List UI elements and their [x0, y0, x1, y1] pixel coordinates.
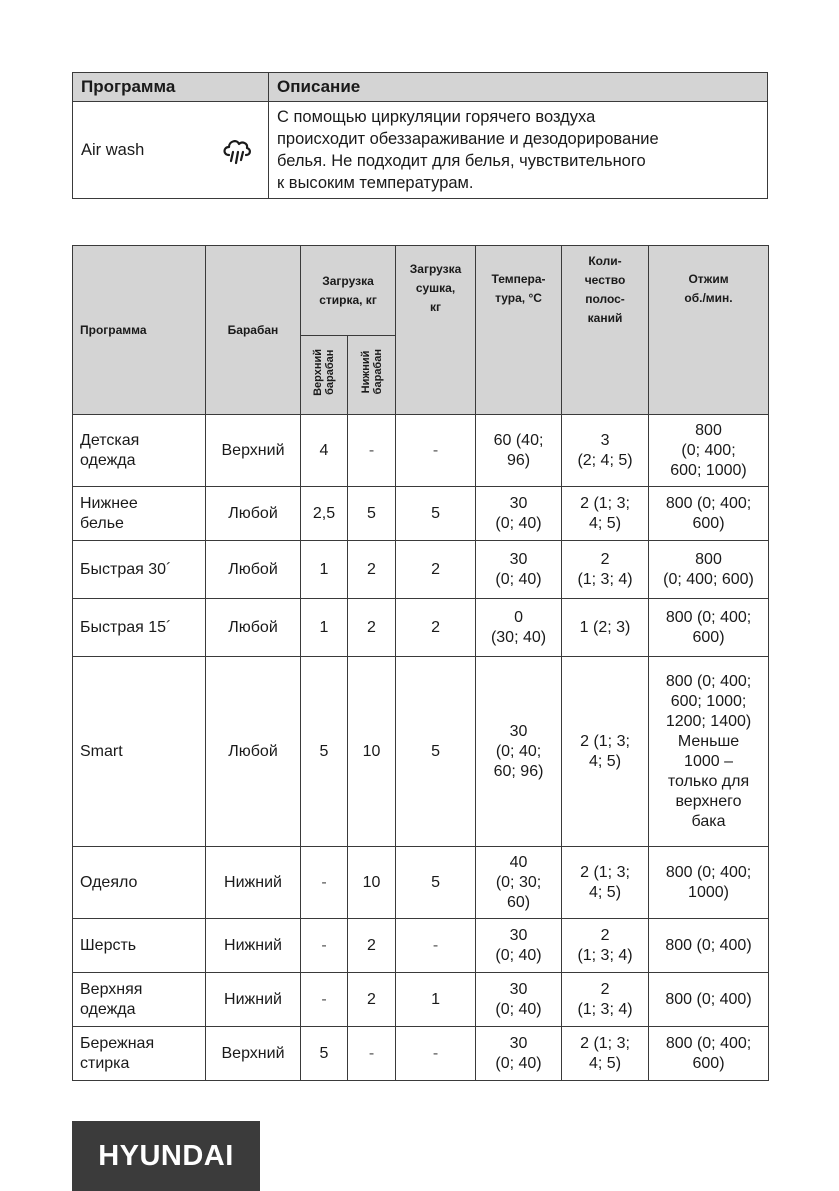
th-program: Программа [73, 246, 206, 415]
cell-program: Бережная стирка [73, 1027, 206, 1081]
cell-spin: 800 (0; 400; 600) [649, 599, 769, 657]
table-row [73, 973, 769, 1027]
cell-upper-load: - [301, 847, 348, 919]
cell-drum: Верхний [206, 415, 301, 487]
table-row [73, 919, 769, 973]
cell-rinses: 2 (1; 3; 4) [562, 973, 649, 1027]
cell-dry-load: - [396, 415, 476, 487]
cell-lower-load: 2 [348, 541, 396, 599]
cell-dry-load: 1 [396, 973, 476, 1027]
cell-upper-load: 1 [301, 541, 348, 599]
cell-temperature: 30 (0; 40) [476, 919, 562, 973]
th-dry-load: Загрузка сушка, кг [396, 246, 476, 415]
cell-rinses: 2 (1; 3; 4) [562, 541, 649, 599]
description-line: белья. Не подходит для белья, чувствительного [277, 152, 646, 170]
th-wash-upper: Верхний барабан [301, 336, 348, 415]
programs-table [72, 245, 769, 1081]
cell-dry-load: 5 [396, 847, 476, 919]
description-cell [269, 102, 768, 199]
cell-dry-load: - [396, 1027, 476, 1081]
air-wash-table [72, 72, 768, 199]
cell-program: Одеяло [73, 847, 206, 919]
cell-drum: Нижний [206, 919, 301, 973]
air-wash-cloud-icon [220, 133, 254, 167]
logo-text: HYUNDAI [98, 1139, 234, 1172]
cell-temperature: 0 (30; 40) [476, 599, 562, 657]
cell-dry-load: 2 [396, 599, 476, 657]
cell-upper-load: 1 [301, 599, 348, 657]
program-cell [73, 102, 269, 199]
cell-drum: Любой [206, 487, 301, 541]
cell-temperature: 30 (0; 40; 60; 96) [476, 657, 562, 847]
cell-drum: Нижний [206, 973, 301, 1027]
cell-lower-load: 2 [348, 919, 396, 973]
description-line: происходит обеззараживание и дезодорирование [277, 130, 659, 148]
cell-rinses: 2 (1; 3; 4; 5) [562, 1027, 649, 1081]
hyundai-logo [72, 1121, 260, 1191]
cell-program: Быстрая 15´ [73, 599, 206, 657]
cell-lower-load: 10 [348, 847, 396, 919]
table-row [73, 847, 769, 919]
header-program: Программа [73, 73, 269, 102]
cell-lower-load: 5 [348, 487, 396, 541]
cell-program: Быстрая 30´ [73, 541, 206, 599]
cell-rinses: 3 (2; 4; 5) [562, 415, 649, 487]
table-row [73, 415, 769, 487]
program-name: Air wash [81, 140, 145, 159]
description-line: С помощью циркуляции горячего воздуха [277, 108, 596, 126]
th-rinses: Коли- чество полос- каний [562, 246, 649, 415]
table-row [73, 541, 769, 599]
cell-lower-load: 2 [348, 599, 396, 657]
cell-rinses: 2 (1; 3; 4; 5) [562, 657, 649, 847]
cell-dry-load: - [396, 919, 476, 973]
cell-program: Шерсть [73, 919, 206, 973]
cell-rinses: 2 (1; 3; 4; 5) [562, 847, 649, 919]
cell-program: Smart [73, 657, 206, 847]
cell-drum: Нижний [206, 847, 301, 919]
cell-drum: Любой [206, 599, 301, 657]
th-wash-load: Загрузка стирка, кг [301, 246, 396, 336]
description-line: к высоким температурам. [277, 174, 474, 192]
cell-spin: 800 (0; 400; 1000) [649, 847, 769, 919]
header-description: Описание [269, 73, 768, 102]
cell-temperature: 30 (0; 40) [476, 541, 562, 599]
cell-spin: 800 (0; 400; 600) [649, 487, 769, 541]
cell-drum: Любой [206, 657, 301, 847]
cell-lower-load: 2 [348, 973, 396, 1027]
cell-spin: 800 (0; 400; 600) [649, 541, 769, 599]
table-row [73, 657, 769, 847]
cell-temperature: 60 (40; 96) [476, 415, 562, 487]
cell-program: Детская одежда [73, 415, 206, 487]
cell-dry-load: 2 [396, 541, 476, 599]
cell-temperature: 30 (0; 40) [476, 487, 562, 541]
cell-upper-load: 2,5 [301, 487, 348, 541]
cell-program: Верхняя одежда [73, 973, 206, 1027]
table-row [73, 599, 769, 657]
th-temperature: Темпера- тура, °С [476, 246, 562, 415]
cell-temperature: 40 (0; 30; 60) [476, 847, 562, 919]
table-row [73, 487, 769, 541]
cell-lower-load: - [348, 415, 396, 487]
cell-program: Нижнее белье [73, 487, 206, 541]
cell-drum: Любой [206, 541, 301, 599]
th-wash-lower: Нижний барабан [348, 336, 396, 415]
cell-upper-load: 5 [301, 1027, 348, 1081]
cell-rinses: 2 (1; 3; 4) [562, 919, 649, 973]
cell-upper-load: - [301, 919, 348, 973]
cell-temperature: 30 (0; 40) [476, 973, 562, 1027]
cell-drum: Верхний [206, 1027, 301, 1081]
cell-spin: 800 (0; 400; 600; 1000) [649, 415, 769, 487]
cell-upper-load: 4 [301, 415, 348, 487]
cell-rinses: 2 (1; 3; 4; 5) [562, 487, 649, 541]
cell-lower-load: 10 [348, 657, 396, 847]
cell-temperature: 30 (0; 40) [476, 1027, 562, 1081]
cell-dry-load: 5 [396, 657, 476, 847]
cell-rinses: 1 (2; 3) [562, 599, 649, 657]
cell-spin: 800 (0; 400; 600) [649, 1027, 769, 1081]
cell-spin: 800 (0; 400; 600; 1000; 1200; 1400) Меньше 1000 – только для верхнего бака [649, 657, 769, 847]
table-row [73, 1027, 769, 1081]
cell-upper-load: - [301, 973, 348, 1027]
cell-lower-load: - [348, 1027, 396, 1081]
cell-dry-load: 5 [396, 487, 476, 541]
cell-upper-load: 5 [301, 657, 348, 847]
cell-spin: 800 (0; 400) [649, 919, 769, 973]
th-spin: Отжим об./мин. [649, 246, 769, 415]
cell-spin: 800 (0; 400) [649, 973, 769, 1027]
th-drum: Барабан [206, 246, 301, 415]
